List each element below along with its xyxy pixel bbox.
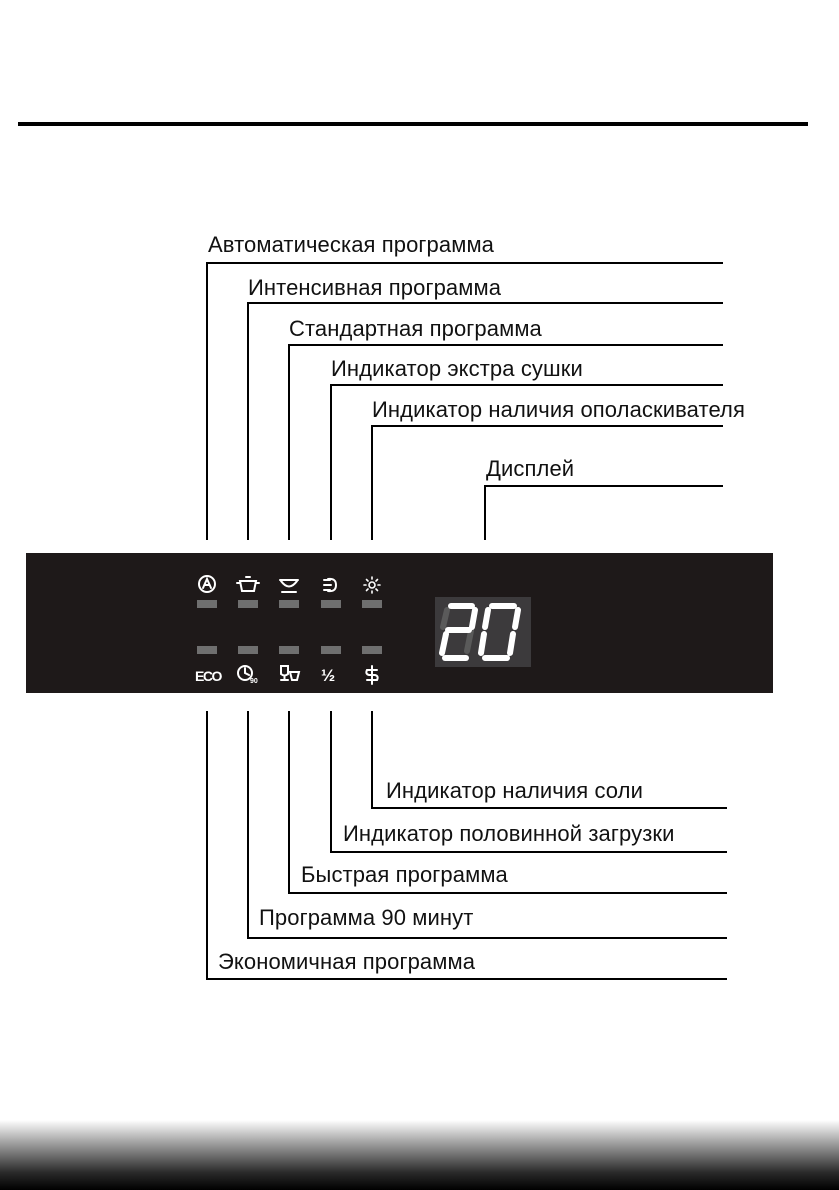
quick-glass-icon (281, 666, 299, 680)
rinse-aid-icon (364, 577, 380, 593)
salt-icon (366, 666, 377, 684)
label-salt: Индикатор наличия соли (386, 778, 643, 803)
extra-dry-icon (324, 579, 336, 591)
led-rinse-aid (362, 600, 382, 608)
intensive-pot-icon (237, 577, 259, 591)
page-bottom-shadow (0, 1120, 839, 1190)
led-standard (279, 600, 299, 608)
label-display: Дисплей (486, 456, 575, 481)
led-intensive (238, 600, 258, 608)
label-half-load: Индикатор половинной загрузки (343, 821, 675, 846)
label-extra-dry: Индикатор экстра сушки (331, 356, 583, 381)
led-extra-dry (321, 600, 341, 608)
led-eco (197, 646, 217, 654)
label-eco-program: Экономичная программа (218, 949, 476, 974)
label-quick-program: Быстрая программа (301, 862, 508, 887)
led-90-min (238, 646, 258, 654)
led-auto (197, 600, 217, 608)
auto-program-icon (199, 576, 215, 592)
half-load-icon: ½ (321, 666, 336, 685)
led-salt (362, 646, 382, 654)
label-intensive-program: Интенсивная программа (248, 275, 502, 300)
led-half-load (321, 646, 341, 654)
label-90-min-program: Программа 90 минут (259, 905, 474, 930)
label-standard-program: Стандартная программа (289, 316, 542, 341)
led-quick (279, 646, 299, 654)
eco-icon: ECO (195, 668, 221, 684)
digit-0 (481, 606, 518, 658)
display-digits (442, 606, 518, 658)
90-min-sub-label: 90 (250, 678, 258, 685)
label-auto-program: Автоматическая программа (208, 232, 495, 257)
label-rinse-aid: Индикатор наличия ополаскивателя (372, 397, 746, 422)
standard-bowl-icon (280, 580, 298, 592)
